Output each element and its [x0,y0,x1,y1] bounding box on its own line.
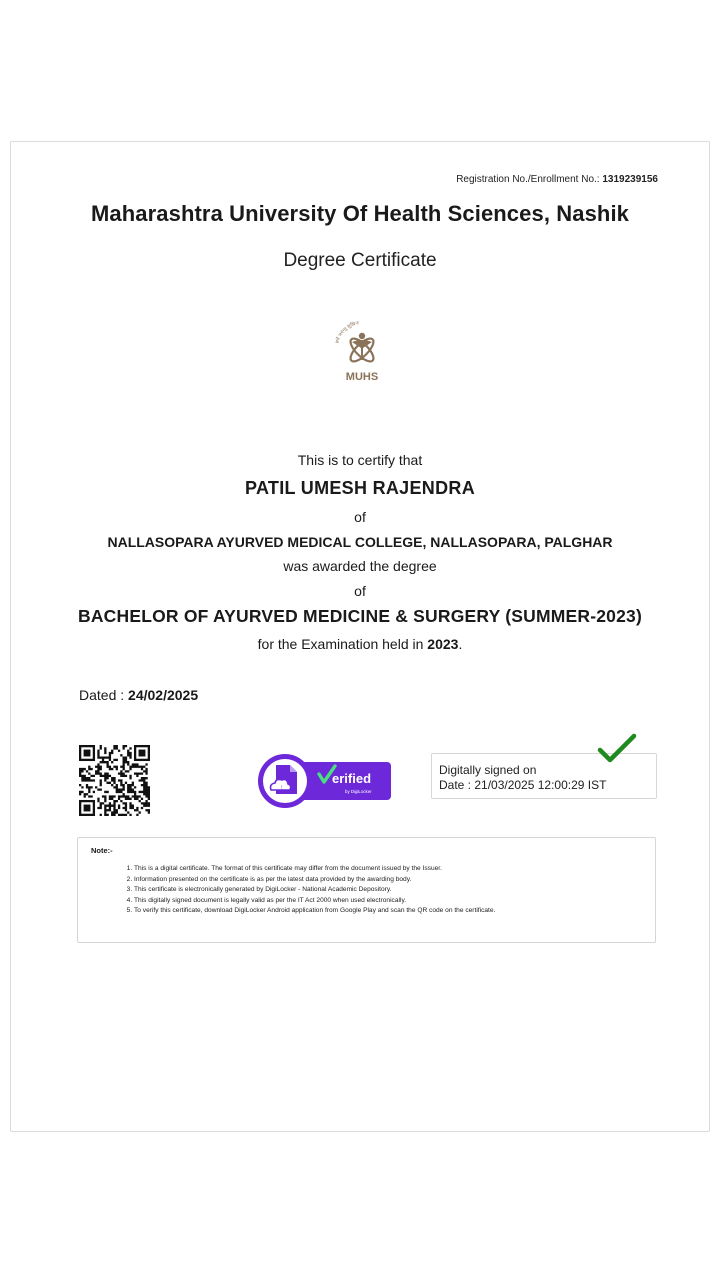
note-item: 3. This certificate is electronically generated by DigiLocker - National Academic Depository. [134,885,495,896]
exam-suffix: . [458,636,463,652]
exam-prefix: for the Examination held in [257,636,424,652]
examination-line [0,636,720,652]
university-name: Maharashtra University Of Health Sciences, Nashik [90,201,629,226]
note-item: 4. This digitally signed document is legally valid as per the IT Act 2000 when used electronically. [134,896,495,907]
logo-ring-text: सर्वे भवन्तु सुखिनः [335,321,360,345]
svg-text:सर्वे भवन्तु सुखिनः [335,320,360,344]
muhs-emblem-icon [330,314,394,390]
qr-code-icon[interactable] [79,745,150,816]
of-text: of [354,509,366,525]
verified-text: erified [332,771,372,786]
dated-value: 24/02/2025 [128,687,199,703]
note-list [120,864,495,917]
signature-date: Date : 21/03/2025 12:00:29 IST [439,778,607,792]
degree-name: BACHELOR OF AYURVED MEDICINE & SURGERY (SUMMER-2023) [78,606,642,626]
note-item: 5. To verify this certificate, download DigiLocker Android application from Google Play and scan the QR code on the certificate. [134,906,495,917]
signature-line-1: Digitally signed on [439,763,537,777]
of-text-2: of [354,583,366,599]
verified-sub: by DigiLocker [345,789,372,794]
svg-text:↑: ↑ [280,785,283,791]
note-item: 1. This is a digital certificate. The format of this certificate may differ from the document issued by the Issuer. [134,864,495,875]
note-item: 2. Information presented on the certificate is as per the latest data provided by the awarding body. [134,875,495,886]
college-name: NALLASOPARA AYURVED MEDICAL COLLEGE, NALLASOPARA, PALGHAR [107,534,613,550]
logo-text: MUHS [345,371,379,383]
dated-label: Dated : [79,687,125,703]
certify-line: This is to certify that [297,452,423,468]
note-title: Note:- [91,846,113,855]
registration-number [456,174,658,185]
awarded-line: was awarded the degree [283,558,437,574]
digilocker-verified-badge[interactable] [257,752,393,810]
check-icon [597,732,637,766]
registration-label: Registration No./Enrollment No.: [456,174,600,185]
certificate-type: Degree Certificate [283,250,437,271]
exam-year: 2023 [427,636,459,652]
student-name: PATIL UMESH RAJENDRA [244,478,475,498]
dated-line [79,687,198,703]
registration-value: 1319239156 [602,174,658,185]
note-box [77,837,656,943]
